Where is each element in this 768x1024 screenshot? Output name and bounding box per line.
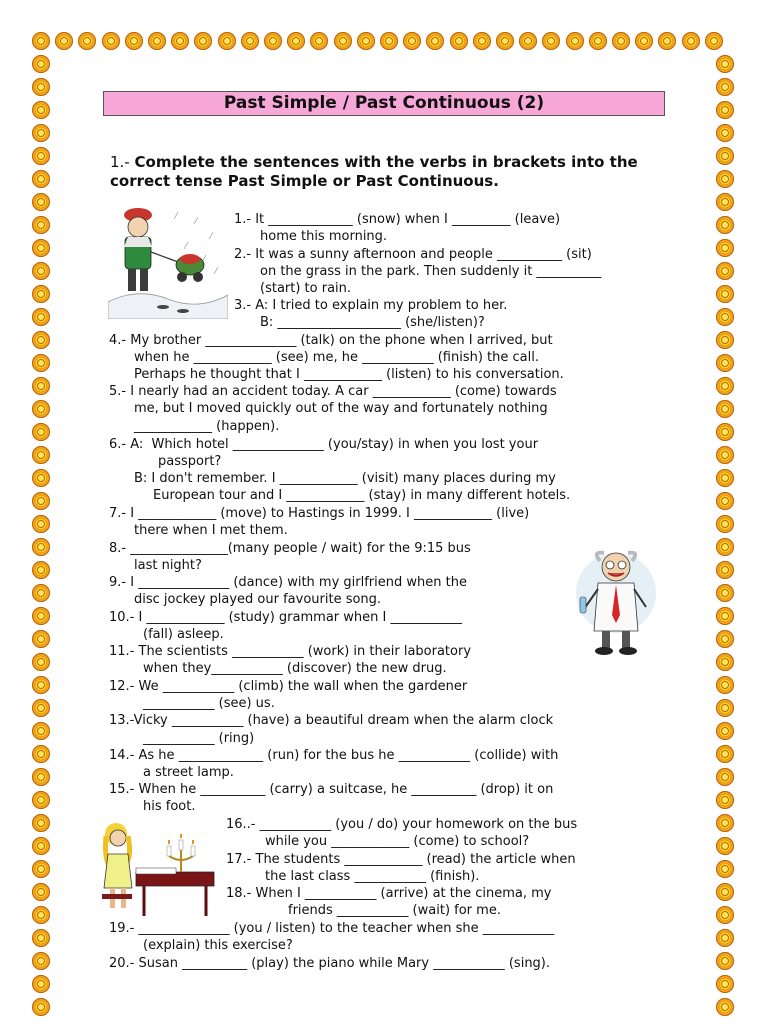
border-flower-icon	[716, 101, 734, 119]
border-flower-icon	[32, 170, 50, 188]
border-flower-icon	[32, 239, 50, 257]
exercise-line: home this morning.	[260, 229, 388, 244]
border-flower-icon	[716, 216, 734, 234]
exercise-line: while you ____________ (come) to school?	[265, 834, 530, 849]
border-flower-icon	[32, 561, 50, 579]
exercise-line: 10.- I ____________ (study) grammar when I ___________	[109, 610, 462, 625]
border-flower-icon	[125, 32, 143, 50]
border-flower-icon	[716, 630, 734, 648]
border-flower-icon	[716, 78, 734, 96]
border-flower-icon	[716, 814, 734, 832]
border-flower-icon	[380, 32, 398, 50]
border-flower-icon	[32, 814, 50, 832]
instruction	[110, 153, 670, 191]
border-flower-icon	[716, 975, 734, 993]
border-flower-icon	[32, 354, 50, 372]
border-flower-icon	[473, 32, 491, 50]
border-flower-icon	[32, 952, 50, 970]
border-flower-icon	[310, 32, 328, 50]
border-flower-icon	[32, 860, 50, 878]
border-flower-icon	[32, 377, 50, 395]
exercise-line: disc jockey played our favourite song.	[134, 592, 382, 607]
border-flower-icon	[716, 124, 734, 142]
border-flower-icon	[32, 124, 50, 142]
border-flower-icon	[716, 883, 734, 901]
border-flower-icon	[716, 952, 734, 970]
exercise-line: friends ___________ (wait) for me.	[288, 903, 501, 918]
border-flower-icon	[716, 377, 734, 395]
border-flower-icon	[32, 101, 50, 119]
border-flower-icon	[716, 837, 734, 855]
exercise-line: ___________ (ring)	[143, 731, 255, 746]
border-flower-icon	[589, 32, 607, 50]
border-flower-icon	[32, 975, 50, 993]
exercise-line: a street lamp.	[143, 765, 234, 780]
border-flower-icon	[716, 906, 734, 924]
border-flower-icon	[32, 653, 50, 671]
border-flower-icon	[32, 400, 50, 418]
border-flower-icon	[658, 32, 676, 50]
border-flower-icon	[32, 538, 50, 556]
page-title: Past Simple / Past Continuous (2)	[103, 91, 665, 116]
border-flower-icon	[635, 32, 653, 50]
exercise-line: the last class ___________ (finish).	[265, 869, 480, 884]
border-flower-icon	[716, 653, 734, 671]
border-flower-icon	[716, 561, 734, 579]
border-flower-icon	[716, 446, 734, 464]
border-flower-icon	[705, 32, 723, 50]
border-flower-icon	[32, 469, 50, 487]
exercise-line: 4.- My brother ______________ (talk) on the phone when I arrived, but	[109, 333, 553, 348]
exercise-line: on the grass in the park. Then suddenly it __________	[260, 264, 602, 279]
border-flower-icon	[403, 32, 421, 50]
border-flower-icon	[32, 262, 50, 280]
exercise-line: 7.- I ____________ (move) to Hastings in 1999. I ____________ (live)	[109, 506, 530, 521]
border-flower-icon	[716, 515, 734, 533]
border-flower-icon	[716, 147, 734, 165]
border-flower-icon	[716, 423, 734, 441]
border-flower-icon	[32, 147, 50, 165]
exercise-line: ___________ (see) us.	[143, 696, 275, 711]
girl-at-piano-illustration	[96, 820, 218, 918]
exercise-line: 17.- The students ____________ (read) the article when	[226, 852, 576, 867]
border-flower-icon	[716, 331, 734, 349]
exercise-line: 20.- Susan __________ (play) the piano while Mary ___________ (sing).	[109, 956, 551, 971]
border-flower-icon	[716, 170, 734, 188]
exercise-line: 2.- It was a sunny afternoon and people __________ (sit)	[234, 247, 592, 262]
border-flower-icon	[716, 998, 734, 1016]
border-flower-icon	[32, 446, 50, 464]
border-flower-icon	[32, 676, 50, 694]
border-flower-icon	[716, 469, 734, 487]
border-flower-icon	[716, 699, 734, 717]
exercise-line: me, but I moved quickly out of the way and fortunately nothing	[134, 401, 548, 416]
exercise-line: there when I met them.	[134, 523, 288, 538]
exercise-line: 15.- When he __________ (carry) a suitcase, he __________ (drop) it on	[109, 782, 554, 797]
border-flower-icon	[102, 32, 120, 50]
exercise-line: 16..- ___________ (you / do) your homework on the bus	[226, 817, 578, 832]
border-flower-icon	[32, 492, 50, 510]
border-flower-icon	[716, 791, 734, 809]
border-flower-icon	[542, 32, 560, 50]
border-flower-icon	[32, 768, 50, 786]
border-flower-icon	[171, 32, 189, 50]
border-flower-icon	[148, 32, 166, 50]
border-flower-icon	[450, 32, 468, 50]
border-flower-icon	[716, 722, 734, 740]
border-flower-icon	[716, 676, 734, 694]
exercise-line: 6.- A: Which hotel ______________ (you/stay) in when you lost your	[109, 437, 539, 452]
border-flower-icon	[716, 308, 734, 326]
border-flower-icon	[32, 791, 50, 809]
border-flower-icon	[32, 308, 50, 326]
border-flower-icon	[612, 32, 630, 50]
border-flower-icon	[566, 32, 584, 50]
border-flower-icon	[32, 193, 50, 211]
border-flower-icon	[716, 745, 734, 763]
border-flower-icon	[496, 32, 514, 50]
exercise-line: B: I don't remember. I ____________ (visit) many places during my	[134, 471, 556, 486]
border-flower-icon	[519, 32, 537, 50]
exercise-line: 12.- We ___________ (climb) the wall when the gardener	[109, 679, 468, 694]
border-flower-icon	[716, 584, 734, 602]
instruction-number: 1.-	[110, 153, 130, 171]
exercise-line: European tour and I ____________ (stay) in many different hotels.	[153, 488, 571, 503]
border-flower-icon	[716, 492, 734, 510]
exercise-line: (fall) asleep.	[143, 627, 224, 642]
instruction-text: Complete the sentences with the verbs in brackets into the correct tense Past Simple or Past Continuous.	[110, 153, 638, 190]
border-flower-icon	[32, 32, 50, 50]
border-flower-icon	[32, 699, 50, 717]
border-flower-icon	[716, 262, 734, 280]
border-flower-icon	[55, 32, 73, 50]
border-flower-icon	[32, 55, 50, 73]
border-flower-icon	[716, 607, 734, 625]
exercise-line: ____________ (happen).	[134, 419, 280, 434]
border-flower-icon	[32, 331, 50, 349]
border-flower-icon	[716, 538, 734, 556]
border-flower-icon	[32, 745, 50, 763]
exercise-line: 3.- A: I tried to explain my problem to her.	[234, 298, 508, 313]
exercise-line: (start) to rain.	[260, 281, 352, 296]
border-flower-icon	[32, 285, 50, 303]
exercise-line: (explain) this exercise?	[143, 938, 293, 953]
border-flower-icon	[218, 32, 236, 50]
exercise-line: B: ___________________ (she/listen)?	[260, 315, 485, 330]
border-flower-icon	[716, 55, 734, 73]
border-flower-icon	[716, 239, 734, 257]
border-flower-icon	[716, 929, 734, 947]
exercise-line: Perhaps he thought that I ____________ (listen) to his conversation.	[134, 367, 564, 382]
exercise-line: 19.- ______________ (you / listen) to the teacher when she ___________	[109, 921, 555, 936]
border-flower-icon	[682, 32, 700, 50]
exercise-line: 13.-Vicky ___________ (have) a beautiful dream when the alarm clock	[109, 713, 554, 728]
border-flower-icon	[334, 32, 352, 50]
border-flower-icon	[426, 32, 444, 50]
exercise-line: 9.- I ______________ (dance) with my girlfriend when the	[109, 575, 467, 590]
border-flower-icon	[32, 607, 50, 625]
exercise-line: 18.- When I ___________ (arrive) at the cinema, my	[226, 886, 552, 901]
border-flower-icon	[32, 722, 50, 740]
border-flower-icon	[287, 32, 305, 50]
exercise-line: 5.- I nearly had an accident today. A car ____________ (come) towards	[109, 384, 557, 399]
exercise-line: his foot.	[143, 799, 196, 814]
exercise-line: 14.- As he _____________ (run) for the bus he ___________ (collide) with	[109, 748, 559, 763]
border-flower-icon	[32, 906, 50, 924]
exercise-line: 11.- The scientists ___________ (work) in their laboratory	[109, 644, 472, 659]
exercise-line: last night?	[134, 558, 202, 573]
border-flower-icon	[241, 32, 259, 50]
snow-scene-illustration	[108, 207, 228, 319]
exercise-line: when he ____________ (see) me, he ___________ (finish) the call.	[134, 350, 539, 365]
border-flower-icon	[716, 193, 734, 211]
exercise-line: when they___________ (discover) the new drug.	[143, 661, 447, 676]
border-flower-icon	[32, 78, 50, 96]
border-flower-icon	[32, 883, 50, 901]
border-flower-icon	[716, 860, 734, 878]
border-flower-icon	[264, 32, 282, 50]
border-flower-icon	[32, 998, 50, 1016]
border-flower-icon	[716, 285, 734, 303]
exercise-line: 8.- _______________(many people / wait) for the 9:15 bus	[109, 541, 471, 556]
border-flower-icon	[194, 32, 212, 50]
border-flower-icon	[716, 768, 734, 786]
exercise-line: 1.- It _____________ (snow) when I _________ (leave)	[234, 212, 561, 227]
exercise-line: passport?	[158, 454, 222, 469]
border-flower-icon	[357, 32, 375, 50]
border-flower-icon	[32, 216, 50, 234]
border-flower-icon	[32, 929, 50, 947]
border-flower-icon	[32, 515, 50, 533]
border-flower-icon	[716, 400, 734, 418]
border-flower-icon	[32, 584, 50, 602]
border-flower-icon	[78, 32, 96, 50]
border-flower-icon	[32, 630, 50, 648]
border-flower-icon	[32, 423, 50, 441]
border-flower-icon	[716, 354, 734, 372]
border-flower-icon	[32, 837, 50, 855]
scientist-illustration	[572, 545, 660, 663]
